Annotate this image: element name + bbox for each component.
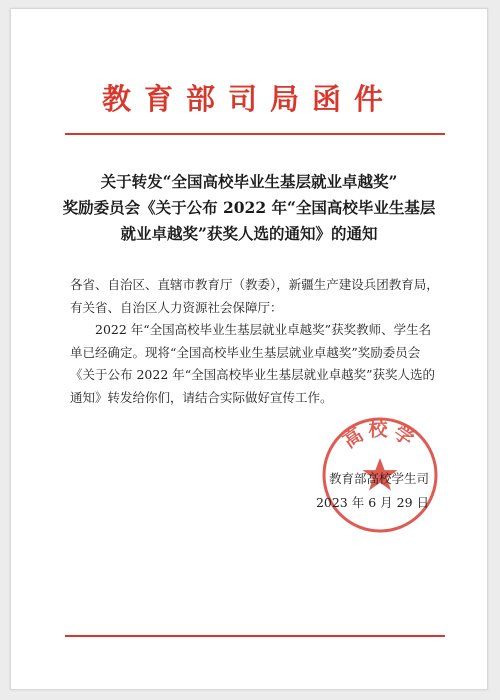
document-body (70, 274, 442, 409)
document-title (11, 169, 487, 247)
document-title-line: 就业卓越奖”获奖人选的通知》的通知 (120, 224, 378, 243)
header-divider (65, 133, 445, 135)
signature-date: 2023 年 6 月 29 日 (315, 495, 429, 510)
letterhead-title: 教育部司局函件 (101, 82, 396, 116)
body-paragraph: 2022 年“全国高校毕业生基层就业卓越奖”获奖教师、学生名单已经确定。现将“全国高校毕业生基层就业卓越奖”奖励委员会《关于公布 2022 年“全国高校毕业生基层就业卓越奖”获奖人选的通知》转发给你们，请结合实际做好宣传工作。 (70, 322, 436, 405)
footer-divider (65, 635, 445, 637)
document-title-line: 关于转发“全国高校毕业生基层就业卓越奖” (100, 172, 398, 191)
seal-text: 高校学 (339, 418, 421, 453)
signature-org: 教育部高校学生司 (328, 471, 429, 486)
addressee-paragraph: 各省、自治区、直辖市教育厅（教委），新疆生产建设兵团教育局，有关省、自治区人力资源社会保障厅： (70, 277, 439, 315)
document-title-line: 奖励委员会《关于公布 2022 年“全国高校毕业生基层 (62, 198, 436, 217)
svg-text:高校学 (339, 417, 422, 452)
signature-block (316, 467, 429, 515)
document-page (10, 8, 488, 690)
